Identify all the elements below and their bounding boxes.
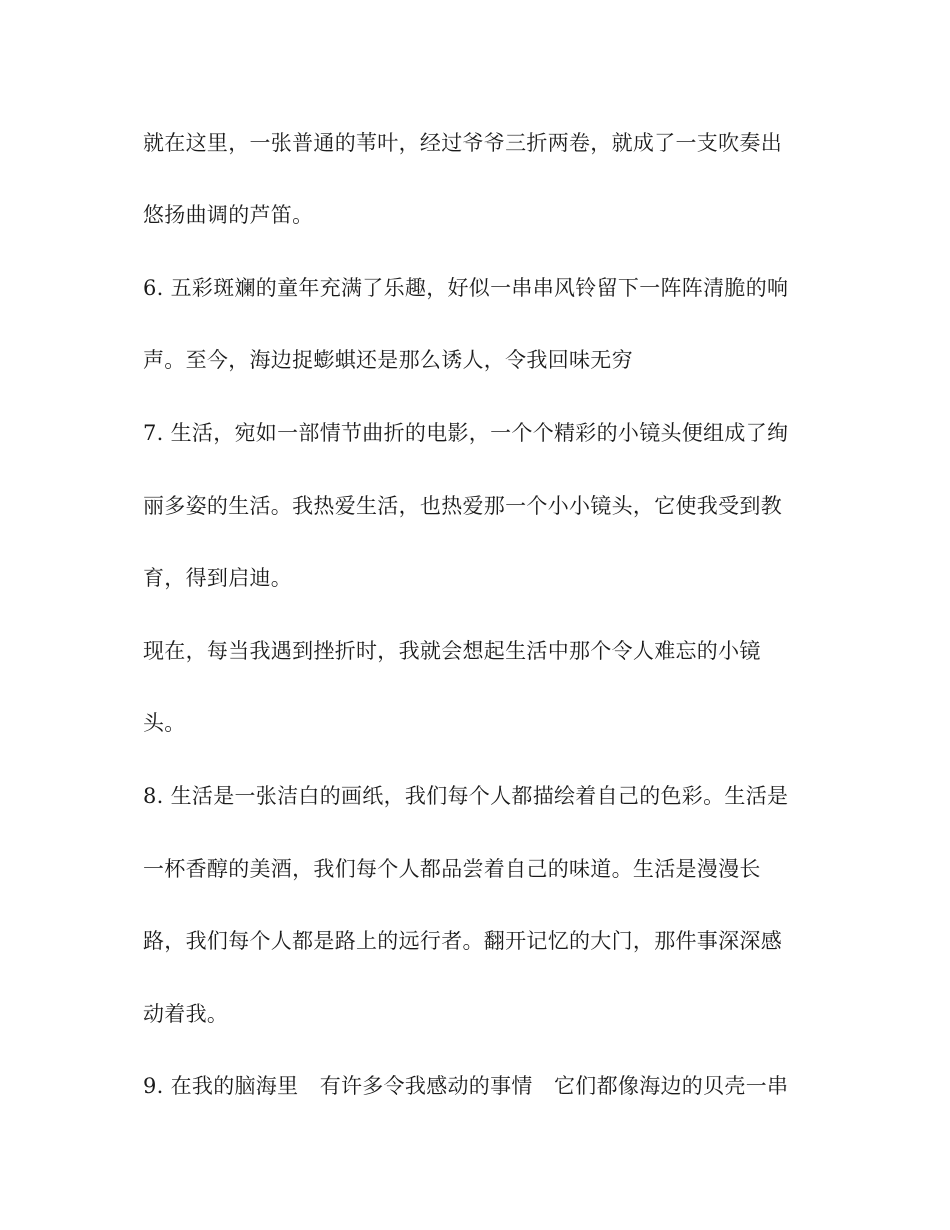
- text-line: 头。: [143, 711, 186, 735]
- text-line: 就在这里，一张普通的苇叶，经过爷爷三折两卷，就成了一支吹奏出: [143, 131, 782, 155]
- text-line: 路，我们每个人都是路上的远行者。翻开记忆的大门，那件事深深感: [143, 929, 782, 953]
- text-line: 声。至今，海边捉蟛蜞还是那么诱人，令我回味无穷: [143, 348, 633, 372]
- text-line: 育，得到启迪。: [143, 566, 293, 590]
- text-line: 7. 生活，宛如一部情节曲折的电影，一个个精彩的小镜头便组成了绚: [143, 421, 789, 445]
- text-line: 6. 五彩斑斓的童年充满了乐趣，好似一串串风铃留下一阵阵清脆的响: [143, 276, 789, 300]
- text-line: 9. 在我的脑海里 有许多令我感动的事情 它们都像海边的贝壳一串: [143, 1074, 789, 1098]
- text-line: 8. 生活是一张洁白的画纸，我们每个人都描绘着自己的色彩。生活是: [143, 784, 789, 808]
- text-line: 一杯香醇的美酒，我们每个人都品尝着自己的味道。生活是漫漫长: [143, 857, 761, 881]
- text-line: 动着我。: [143, 1002, 229, 1026]
- text-line: 现在，每当我遇到挫折时，我就会想起生活中那个令人难忘的小镜: [143, 639, 761, 663]
- text-line: 悠扬曲调的芦笛。: [143, 203, 314, 227]
- text-line: 丽多姿的生活。我热爱生活，也热爱那一个小小镜头，它使我受到教: [143, 494, 782, 518]
